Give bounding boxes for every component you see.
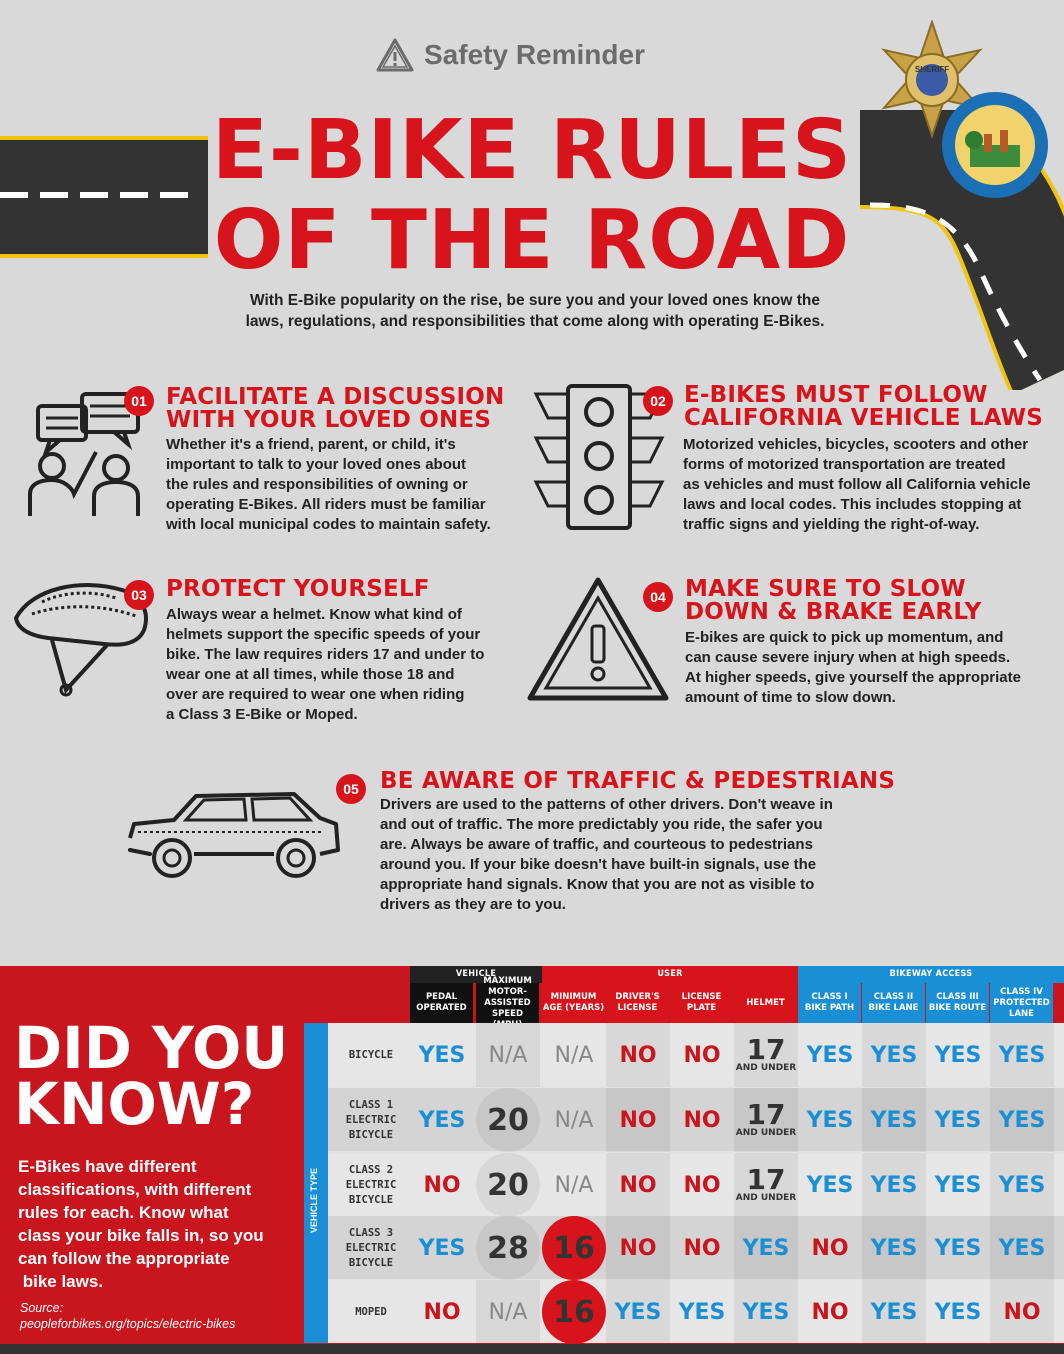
rule-03-line: Always wear a helmet. Know what kind of xyxy=(166,606,462,623)
table-cell: YES xyxy=(934,1235,982,1261)
rule-03-line: helmets support the specific speeds of your xyxy=(166,626,481,643)
page-title-line1: E-BIKE RULES xyxy=(211,103,853,198)
table-cell: YES xyxy=(934,1299,982,1325)
group-header-user: USER xyxy=(542,966,798,983)
dyk-title-line1: DID YOU xyxy=(14,1014,289,1082)
rule-05-line: and out of traffic. The more predictably you ride, the safer you xyxy=(380,816,823,833)
table-cell: NO xyxy=(683,1172,721,1198)
column-header: PEDAL OPERATED xyxy=(410,983,473,1023)
rule-04-title-line2: DOWN & BRAKE EARLY xyxy=(685,599,982,625)
table-cell: NO xyxy=(683,1107,721,1133)
rule-01-line: important to talk to your loved ones about xyxy=(166,456,467,473)
row-label: CLASS 1 ELECTRIC BICYCLE xyxy=(345,1098,397,1141)
column-header: CLASS II BIKE LANE xyxy=(862,983,925,1023)
page-title-line2: OF THE ROAD xyxy=(213,193,851,288)
rule-05-line: drivers as they are to you. xyxy=(380,896,566,913)
column-header: MINIMUM AGE (YEARS) xyxy=(542,983,605,1023)
vehicle-type-sidebar xyxy=(304,1023,328,1343)
rule-05-line: around you. If your bike doesn't have built-in signals, use the xyxy=(380,856,817,873)
column-header: CLASS III BIKE ROUTE xyxy=(926,983,989,1023)
table-cell: YES xyxy=(862,1280,926,1344)
source-url[interactable]: peopleforbikes.org/topics/electric-bikes xyxy=(20,1317,236,1331)
table-cell: YES xyxy=(862,1088,926,1152)
table-cell: NO xyxy=(423,1172,461,1198)
dyk-line: rules for each. Know what xyxy=(18,1203,229,1222)
rule-number-05: 05 xyxy=(336,774,366,804)
dyk-line: bike laws. xyxy=(18,1272,104,1291)
row-label: BICYCLE xyxy=(348,1048,394,1061)
table-cell: YES xyxy=(862,1153,926,1217)
table-cell: 17 AND UNDER xyxy=(734,1088,798,1152)
rule-02-title-line2: CALIFORNIA VEHICLE LAWS xyxy=(684,405,1044,431)
column-header: LICENSE PLATE xyxy=(670,983,733,1023)
dyk-line: can follow the appropriate xyxy=(18,1249,230,1268)
table-cell: YES xyxy=(678,1299,726,1325)
rule-05-title: BE AWARE OF TRAFFIC & PEDESTRIANS xyxy=(380,768,896,794)
table-cell: N/A xyxy=(554,1107,594,1133)
dyk-title-line2: KNOW? xyxy=(14,1070,255,1138)
source-citation xyxy=(20,1300,235,1332)
table-cell: YES xyxy=(934,1107,982,1133)
rule-04-line: can cause severe injury when at high speeds. xyxy=(685,649,1011,666)
rule-04-title-line1: MAKE SURE TO SLOW xyxy=(685,576,966,602)
table-cell: NO xyxy=(990,1280,1054,1344)
table-cell: YES xyxy=(990,1023,1054,1087)
bottom-border xyxy=(0,1344,1064,1354)
warning-triangle-icon xyxy=(376,38,414,72)
table-cell: 17 AND UNDER xyxy=(734,1153,798,1217)
rule-02-line: forms of motorized transportation are treated xyxy=(683,456,1006,473)
rule-02-line: laws and local codes. This includes stopping at xyxy=(683,496,1022,513)
rule-05-line: are. Always be aware of traffic, and courteous to pedestrians xyxy=(380,836,813,853)
rule-02-title xyxy=(684,384,1043,430)
table-cell: YES xyxy=(934,1172,982,1198)
intro-line-2: laws, regulations, and responsibilities that come along with operating E-Bikes. xyxy=(245,313,825,330)
rule-04-line: E-bikes are quick to pick up momentum, and xyxy=(685,629,1004,646)
table-cell: NO xyxy=(606,1216,670,1280)
row-label: CLASS 2 ELECTRIC BICYCLE xyxy=(345,1163,397,1206)
intro-paragraph xyxy=(200,290,870,332)
intro-line-1: With E-Bike popularity on the rise, be sure you and your loved ones know the xyxy=(249,292,820,309)
svg-text:SHERIFF: SHERIFF xyxy=(914,65,950,74)
vehicle-type-label: VEHICLE TYPE xyxy=(309,1167,319,1233)
kicker-text: Safety Reminder xyxy=(424,39,645,70)
column-header: CLASS IV PROTECTED LANE xyxy=(990,983,1053,1023)
table-cell: N/A xyxy=(476,1023,540,1087)
rule-05-line: Drivers are used to the patterns of other drivers. Don't weave in xyxy=(380,796,833,813)
car-icon xyxy=(124,788,342,882)
rule-01-line: Whether it's a friend, parent, or child, it's xyxy=(166,436,456,453)
rule-01-title-line1: FACILITATE A DISCUSSION xyxy=(166,384,505,410)
rule-01-line: with local municipal codes to maintain safety. xyxy=(166,516,491,533)
column-header: CLASS I BIKE PATH xyxy=(798,983,861,1023)
table-cell: YES xyxy=(734,1280,798,1344)
table-cell: 20 xyxy=(476,1153,540,1217)
table-cell: 17 AND UNDER xyxy=(734,1023,798,1087)
rule-04-title xyxy=(685,578,981,624)
rule-01-title xyxy=(166,386,504,432)
table-cell: NO xyxy=(606,1088,670,1152)
table-cell: YES xyxy=(862,1023,926,1087)
rule-05-body xyxy=(380,795,833,915)
source-label: Source: xyxy=(20,1301,64,1315)
table-cell: YES xyxy=(806,1107,854,1133)
table-cell: NO xyxy=(606,1023,670,1087)
rule-03-line: wear one at all times, while those 18 and xyxy=(166,666,455,683)
dyk-line: E-Bikes have different xyxy=(18,1157,197,1176)
table-cell: N/A xyxy=(554,1172,594,1198)
did-you-know-body xyxy=(18,1155,288,1293)
rule-number-03: 03 xyxy=(124,580,154,610)
city-seal-logo xyxy=(940,90,1050,200)
did-you-know-title xyxy=(14,1014,289,1138)
table-cell: 16 xyxy=(542,1280,606,1344)
table-cell: YES xyxy=(418,1107,466,1133)
rule-number-01: 01 xyxy=(124,386,154,416)
rule-03-title: PROTECT YOURSELF xyxy=(166,576,430,602)
table-cell: YES xyxy=(934,1042,982,1068)
rule-02-line: Motorized vehicles, bicycles, scooters and other xyxy=(683,436,1029,453)
safety-reminder-kicker xyxy=(376,38,645,72)
table-cell: YES xyxy=(418,1042,466,1068)
table-cell: NO xyxy=(423,1299,461,1325)
rule-04-line: amount of time to slow down. xyxy=(685,689,896,706)
dyk-line: class your bike falls in, so you xyxy=(18,1226,264,1245)
table-cell: 16 xyxy=(542,1216,606,1280)
table-cell: YES xyxy=(806,1042,854,1068)
ebike-classification-table xyxy=(304,966,1064,1344)
row-label: MOPED xyxy=(355,1305,387,1318)
column-header: DRIVER'S LICENSE xyxy=(606,983,669,1023)
table-cell: YES xyxy=(734,1216,798,1280)
column-header: MOTOR-ASSISTED SPEED xyxy=(476,983,539,1023)
rule-04-body xyxy=(685,628,1021,708)
rule-03-body xyxy=(166,605,484,725)
dyk-line: classifications, with different xyxy=(18,1180,252,1199)
table-cell: YES xyxy=(990,1088,1054,1152)
table-cell: N/A xyxy=(554,1042,594,1068)
rule-number-04: 04 xyxy=(643,582,673,612)
rule-01-body xyxy=(166,435,491,535)
rule-01-title-line2: WITH YOUR LOVED ONES xyxy=(166,407,492,433)
column-header: HELMET xyxy=(734,983,797,1023)
rule-02-line: traffic signs and yielding the right-of-way. xyxy=(683,516,980,533)
table-cell: NO xyxy=(811,1235,849,1261)
rule-01-line: operating E-Bikes. All riders must be familiar xyxy=(166,496,486,513)
table-cell: NO xyxy=(811,1299,849,1325)
table-cell: YES xyxy=(990,1153,1054,1217)
rule-02-line: as vehicles and must follow all California vehicle xyxy=(683,476,1031,493)
rule-04-line: At higher speeds, give yourself the appropriate xyxy=(685,669,1021,686)
discussion-icon xyxy=(24,392,144,522)
rule-03-line: bike. The law requires riders 17 and under to xyxy=(166,646,485,663)
table-cell: NO xyxy=(683,1042,721,1068)
rule-03-line: over are required to wear one when riding xyxy=(166,686,465,703)
table-cell: NO xyxy=(606,1153,670,1217)
row-label: CLASS 3 ELECTRIC BICYCLE xyxy=(345,1226,397,1269)
table-cell: YES xyxy=(862,1216,926,1280)
rule-number-02: 02 xyxy=(643,386,673,416)
table-cell: 20 xyxy=(476,1088,540,1152)
table-cell: N/A xyxy=(476,1280,540,1344)
rule-01-line: the rules and responsibilities of owning or xyxy=(166,476,468,493)
table-cell: NO xyxy=(683,1235,721,1261)
table-cell: YES xyxy=(418,1235,466,1261)
rule-02-body xyxy=(683,435,1031,535)
road-graphic-left xyxy=(0,136,208,258)
rule-03-line: a Class 3 E-Bike or Moped. xyxy=(166,706,358,723)
group-header-vehicle: VEHICLE xyxy=(410,966,542,983)
table-cell: YES xyxy=(606,1280,670,1344)
rule-05-line: appropriate hand signals. Know that you are not as visible to xyxy=(380,876,815,893)
table-cell: 28 xyxy=(476,1216,540,1280)
rule-02-title-line1: E-BIKES MUST FOLLOW xyxy=(684,382,988,408)
table-cell: YES xyxy=(806,1172,854,1198)
table-cell: YES xyxy=(990,1216,1054,1280)
group-header-bikeway-access: BIKEWAY ACCESS xyxy=(798,966,1064,983)
